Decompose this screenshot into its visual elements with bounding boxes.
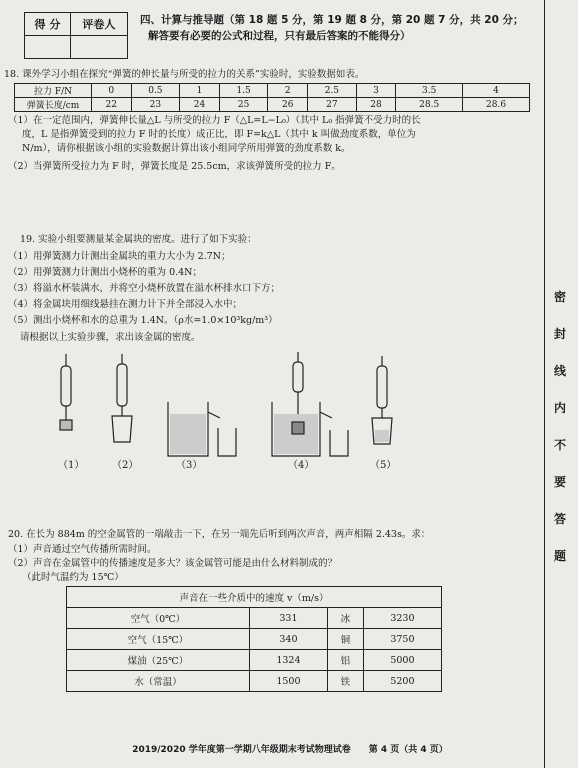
- q19-step5: （5）测出小烧杯和水的总重为 1.4N。（ρ水=1.0×10³kg/m³）: [8, 315, 278, 326]
- sound-table-cell: 空气（15℃）: [67, 629, 250, 650]
- sound-table-cell: 3230: [363, 608, 441, 629]
- q19-intro: 19. 实验小组要测量某金属块的密度。进行了如下实验：: [20, 234, 257, 245]
- section-header-line1: 四、计算与推导题（第 18 题 5 分，第 19 题 8 分，第 20 题 7 分，共 20 分；: [140, 14, 524, 26]
- sound-table-title: 声音在一些介质中的速度 v（m/s）: [67, 587, 442, 608]
- binding-line: [544, 0, 545, 768]
- q18-row1-label: 拉力 F/N: [15, 84, 92, 98]
- q18-intro: 18. 课外学习小组在探究“弹簧的伸长量与所受的拉力的关系”实验时，实验数据如表。: [4, 69, 365, 80]
- q18-force-cell: 1: [180, 84, 220, 98]
- q18-length-cell: 28.5: [396, 98, 463, 112]
- sound-table-cell: 冰: [327, 608, 363, 629]
- sound-table-cell: 煤油（25℃）: [67, 650, 250, 671]
- score-cell: [25, 36, 71, 59]
- q18-force-cell: 4: [463, 84, 530, 98]
- q18-length-cell: 27: [308, 98, 357, 112]
- seal-char: 密: [553, 290, 566, 304]
- fig-label-3: （3）: [176, 460, 203, 471]
- q18-part1-line2: 度，L 是指弹簧受到的拉力 F 时的长度）成正比，即 F=k△L（其中 k 叫做劲度系数，单位为: [22, 129, 416, 140]
- sound-table-cell: 340: [249, 629, 327, 650]
- sound-table-cell: 1500: [249, 671, 327, 692]
- score-box: [24, 12, 128, 59]
- seal-char: 答: [553, 512, 566, 526]
- seal-notice: [549, 288, 571, 584]
- q20-note: （此时气温约为 15℃）: [22, 572, 124, 583]
- table-row: [67, 608, 442, 629]
- table-row: [67, 629, 442, 650]
- sound-table-cell: 331: [249, 608, 327, 629]
- seal-char: 题: [553, 549, 566, 563]
- q19-step2: （2）用弹簧测力计测出小烧杯的重为 0.4N；: [8, 267, 202, 278]
- q18-force-cell: 1.5: [219, 84, 268, 98]
- q18-part1-line3: N/m），请你根据该小组的实验数据计算出该小组同学所用弹簧的劲度系数 k。: [22, 143, 351, 154]
- q18-table: [14, 83, 530, 112]
- q18-length-cell: 26: [268, 98, 308, 112]
- sound-table-cell: 5000: [363, 650, 441, 671]
- q18-length-cell: 22: [92, 98, 132, 112]
- q18-length-cell: 28: [356, 98, 396, 112]
- seal-char: 要: [553, 475, 566, 489]
- sound-speed-table: [66, 586, 442, 692]
- section-header-line2: 解答要有必要的公式和过程，只有最后答案的不能得分）: [148, 30, 411, 42]
- score-label: 得 分: [25, 13, 71, 36]
- sound-table-cell: 铝: [327, 650, 363, 671]
- table-row: [67, 671, 442, 692]
- q19-step3: （3）将溢水杯装满水，并将空小烧杯放置在溢水杯排水口下方；: [8, 283, 281, 294]
- seal-char: 内: [553, 401, 566, 415]
- fig-label-1: （1）: [58, 460, 85, 471]
- spring-scale-icon: [60, 354, 72, 430]
- sound-table-cell: 铜: [327, 629, 363, 650]
- q18-length-cell: 28.6: [463, 98, 530, 112]
- q18-part2: （2）当弹簧所受拉力为 F 时，弹簧长度是 25.5cm，求该弹簧所受的拉力 F。: [8, 161, 341, 172]
- q18-force-cell: 2: [268, 84, 308, 98]
- q18-length-cell: 24: [180, 98, 220, 112]
- fig-label-4: （4）: [288, 460, 315, 471]
- q18-force-cell: 0: [92, 84, 132, 98]
- q18-force-cell: 3.5: [396, 84, 463, 98]
- q18-force-cell: 2.5: [308, 84, 357, 98]
- sound-table-cell: 5200: [363, 671, 441, 692]
- q20-intro: 20. 在长为 884m 的空金属管的一端敲击一下，在另一端先后听到两次声音，两声相隔 2.43s。求：: [8, 529, 431, 540]
- q19-question: 请根据以上实验步骤，求出该金属的密度。: [20, 332, 201, 343]
- q20-part1: （1）声音通过空气传播所需时间。: [8, 544, 157, 555]
- q19-step4: （4）将金属块用细线悬挂在测力计下并全部浸入水中；: [8, 299, 243, 310]
- fig-label-5: （5）: [370, 460, 397, 471]
- page-footer: 2019/2020 学年度第一学期八年级期末考试物理试卷 第 4 页（共 4 页）: [132, 745, 448, 755]
- grader-label: 评卷人: [70, 13, 127, 36]
- q18-part1-line1: （1）在一定范围内，弹簧伸长量△L 与所受的拉力 F（△L=L−L₀）（其中 L₀ 指弹簧不受力时的长: [8, 115, 421, 126]
- seal-char: 不: [553, 438, 566, 452]
- q19-apparatus-figure: [40, 352, 420, 482]
- q19-step1: （1）用弹簧测力计测出金属块的重力大小为 2.7N；: [8, 251, 231, 262]
- q20-part2: （2）声音在金属管中的传播速度是多大？该金属管可能是由什么材料制成的？: [8, 558, 338, 569]
- q18-length-cell: 23: [131, 98, 180, 112]
- q18-row2-label: 弹簧长度/cm: [15, 98, 92, 112]
- sound-table-cell: 水（常温）: [67, 671, 250, 692]
- sound-table-cell: 空气（0℃）: [67, 608, 250, 629]
- sound-table-cell: 铁: [327, 671, 363, 692]
- q18-length-cell: 25: [219, 98, 268, 112]
- seal-char: 线: [553, 364, 566, 378]
- table-row: [67, 650, 442, 671]
- sound-table-cell: 1324: [249, 650, 327, 671]
- section-header: [140, 12, 540, 44]
- grader-cell: [70, 36, 127, 59]
- q18-force-cell: 3: [356, 84, 396, 98]
- seal-char: 封: [553, 327, 566, 341]
- fig-label-2: （2）: [112, 460, 139, 471]
- q18-force-cell: 0.5: [131, 84, 180, 98]
- sound-table-cell: 3750: [363, 629, 441, 650]
